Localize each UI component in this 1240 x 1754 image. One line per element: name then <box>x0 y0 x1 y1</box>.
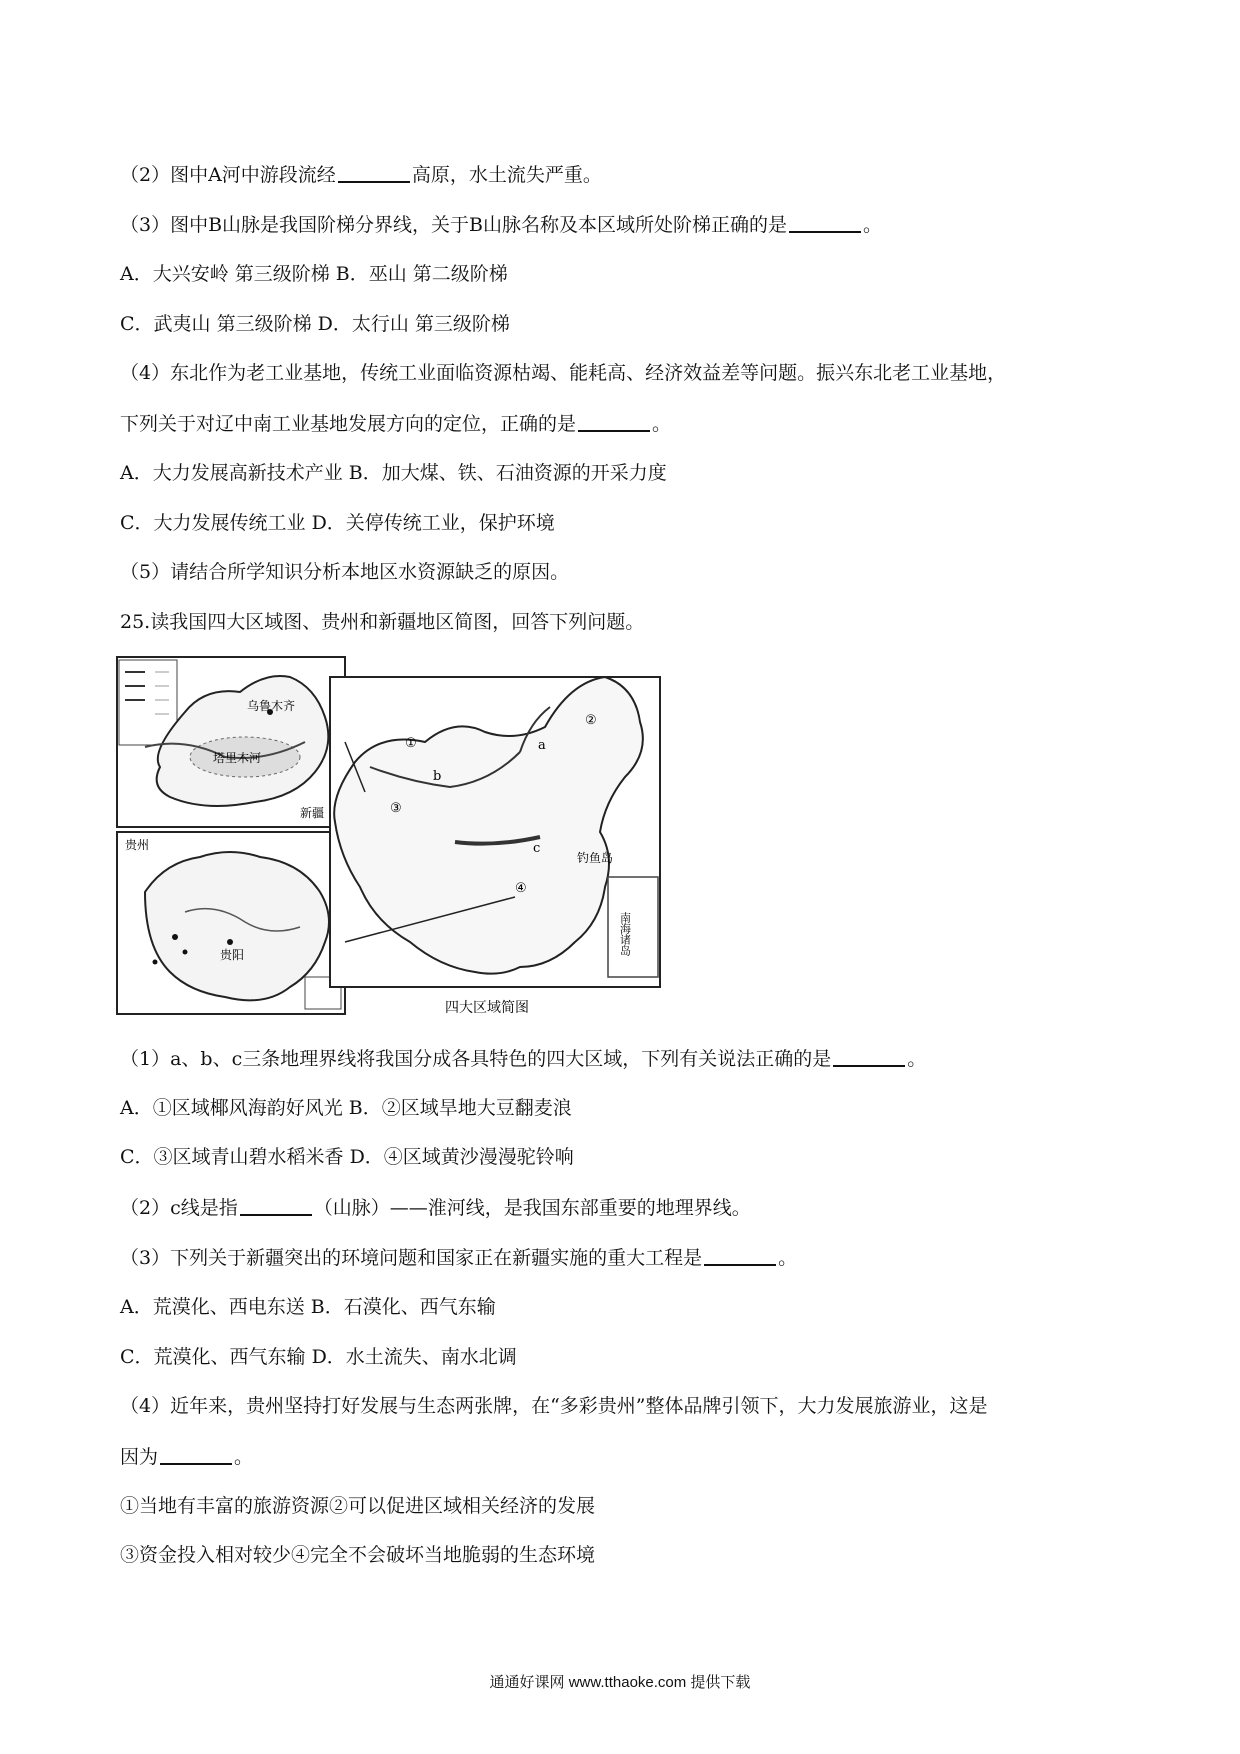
answer-blank[interactable] <box>160 1443 232 1465</box>
q25-part4-options-34: ③资金投入相对较少④完全不会破坏当地脆弱的生态环境 <box>120 1544 596 1566</box>
q25-part1-options-cd: C．③区域青山碧水稻米香 D．④区域黄沙漫漫驼铃响 <box>120 1146 574 1168</box>
answer-blank[interactable] <box>704 1244 776 1266</box>
q25-part2: （2）c线是指 （山脉）——淮河线，是我国东部重要的地理界线。 <box>120 1194 751 1221</box>
q25-part1: （1）a、b、c三条地理界线将我国分成各具特色的四大区域，下列有关说法正确的是 。 <box>120 1045 926 1072</box>
q25-part4-options-12: ①当地有丰富的旅游资源②可以促进区域相关经济的发展 <box>120 1495 596 1517</box>
urumqi-label: 乌鲁木齐 <box>247 699 296 713</box>
q25-stem: 25.读我国四大区域图、贵州和新疆地区简图，回答下列问题。 <box>120 611 645 633</box>
q24-part2: （2）图中A河中游段流经 高原，水土流失严重。 <box>120 161 602 188</box>
map-figure-svg <box>115 652 745 1024</box>
page-footer: 通通好课网 www.tthaoke.com 提供下载 <box>489 1674 751 1691</box>
south-sea-inset <box>608 877 658 977</box>
q24-part3-options-cd: C．武夷山 第三级阶梯 D．太行山 第三级阶梯 <box>120 313 510 335</box>
q24-part3-options-ab: A．大兴安岭 第三级阶梯 B．巫山 第二级阶梯 <box>120 263 508 285</box>
xinjiang-label: 新疆 <box>300 806 325 820</box>
q25-part3-options-ab: A．荒漠化、西电东送 B．石漠化、西气东输 <box>120 1296 496 1318</box>
region-2-mark: ② <box>585 713 597 728</box>
answer-blank[interactable] <box>338 161 410 183</box>
guizhou-inset-map <box>117 832 345 1014</box>
answer-blank[interactable] <box>789 211 861 233</box>
q25-map-figure <box>115 652 745 1024</box>
four-regions-main-map <box>330 677 660 1016</box>
diaoyu-island-label: 钓鱼岛 <box>577 851 614 865</box>
desert-label: 塔里木河 <box>213 751 262 765</box>
answer-blank[interactable] <box>240 1194 312 1216</box>
q24-part3: （3）图中B山脉是我国阶梯分界线，关于B山脉名称及本区域所处阶梯正确的是 。 <box>120 211 882 238</box>
region-1-mark: ① <box>405 736 417 751</box>
q25-part1-options-ab: A．①区域椰风海韵好风光 B．②区域旱地大豆翻麦浪 <box>120 1097 572 1119</box>
region-4-mark: ④ <box>515 881 527 896</box>
line-b-mark: b <box>433 769 442 784</box>
line-c-mark: c <box>533 841 541 856</box>
guizhou-label: 贵州 <box>125 838 150 852</box>
q25-part4-line1: （4）近年来，贵州坚持打好发展与生态两张牌，在“多彩贵州”整体品牌引领下，大力发展旅游业，这是 <box>120 1395 988 1417</box>
q25-part4-line2: 因为 。 <box>120 1443 253 1470</box>
q24-part4-line2: 下列关于对辽中南工业基地发展方向的定位，正确的是 。 <box>120 410 671 437</box>
q25-part3: （3）下列关于新疆突出的环境问题和国家正在新疆实施的重大工程是 。 <box>120 1244 797 1271</box>
south-sea-label: 南海诸岛 <box>618 912 632 956</box>
q25-part3-options-cd: C．荒漠化、西气东输 D．水土流失、南水北调 <box>120 1346 517 1368</box>
q24-part4-options-ab: A．大力发展高新技术产业 B．加大煤、铁、石油资源的开采力度 <box>120 462 667 484</box>
answer-blank[interactable] <box>578 410 650 432</box>
answer-blank[interactable] <box>833 1045 905 1067</box>
guiyang-label: 贵阳 <box>220 948 245 962</box>
q24-part4-options-cd: C．大力发展传统工业 D．关停传统工业，保护环境 <box>120 512 555 534</box>
main-map-caption: 四大区域简图 <box>445 1000 529 1016</box>
q24-part4-line1: （4）东北作为老工业基地，传统工业面临资源枯竭、能耗高、经济效益差等问题。振兴东北老工业基地， <box>120 362 1007 384</box>
q24-part5: （5）请结合所学知识分析本地区水资源缺乏的原因。 <box>120 561 570 583</box>
region-3-mark: ③ <box>390 801 402 816</box>
xinjiang-inset-map <box>117 657 345 827</box>
line-a-mark: a <box>538 738 546 753</box>
